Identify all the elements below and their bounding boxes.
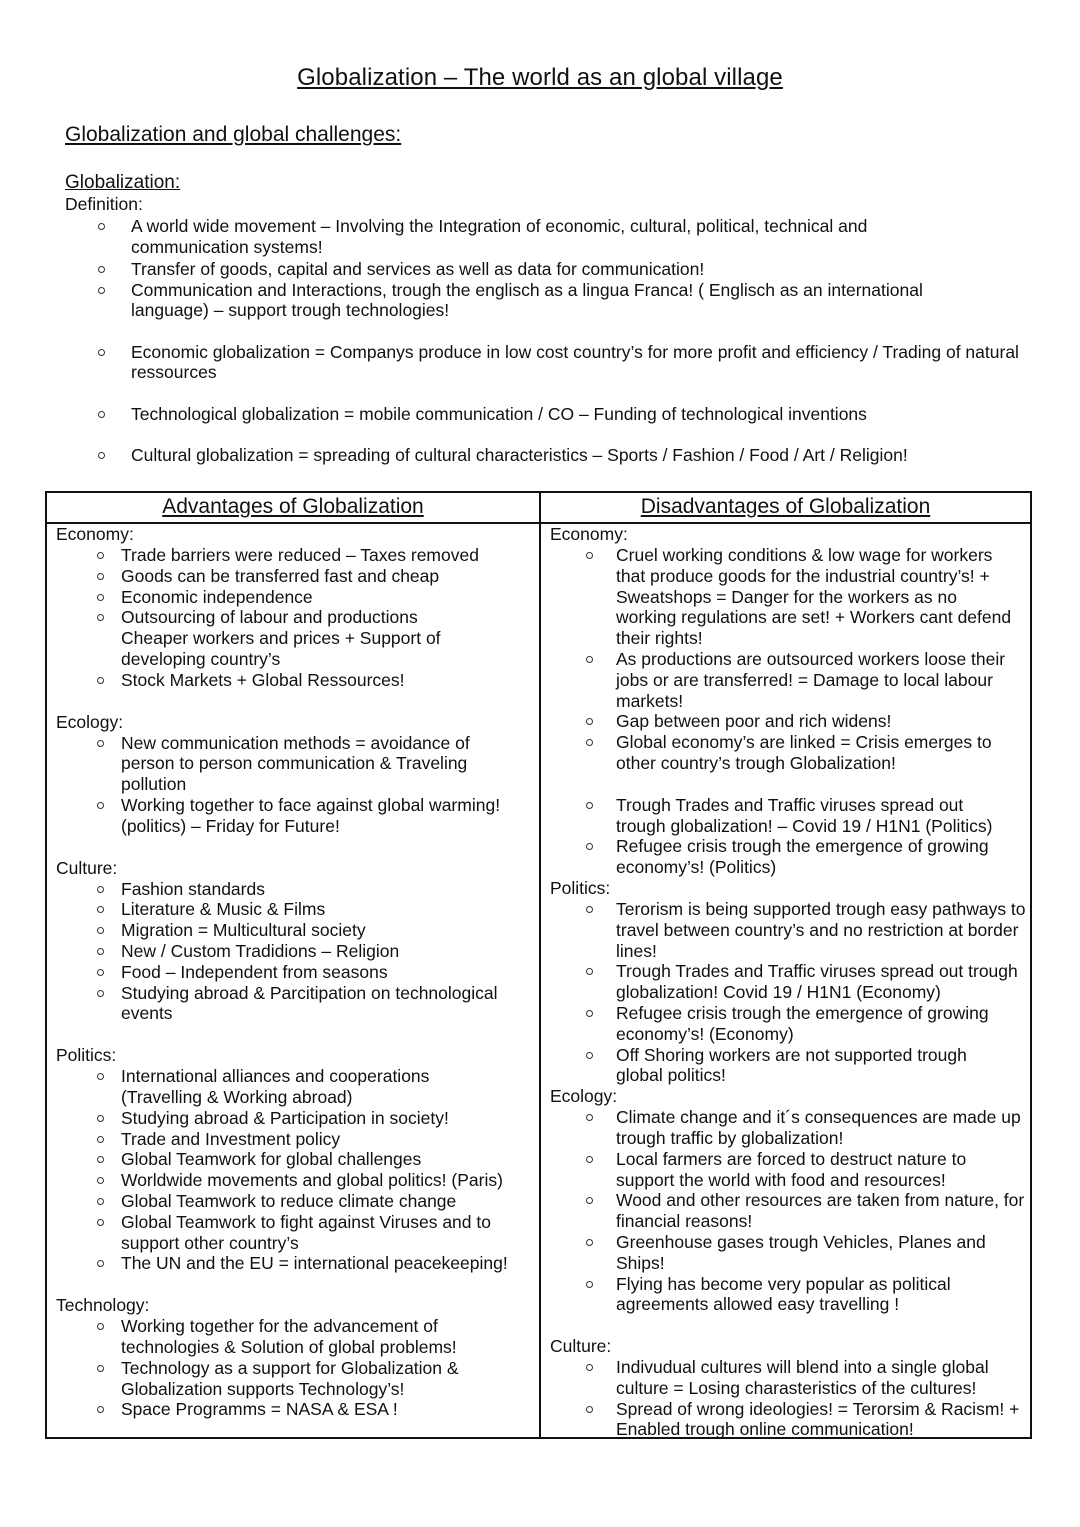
list-item: Cruel working conditions & low wage for workers that produce goods for the industrial country’s! + Sweatshops = Danger for the workers as no working regulations are set! + Workers cant defend their rights! <box>550 545 1016 649</box>
bullet-circle-icon <box>97 1115 104 1122</box>
comparison-table <box>45 491 1032 1439</box>
category-list <box>56 733 536 837</box>
definition-label: Definition: <box>65 194 143 214</box>
list-item: Refugee crisis trough the emergence of growing economy’s! (Economy) <box>550 1003 1016 1045</box>
list-item: Flying has become very popular as political agreements allowed easy travelling ! <box>550 1274 976 1316</box>
category-list <box>56 1066 536 1274</box>
bullet-circle-icon <box>97 1406 104 1413</box>
list-item: Food – Independent from seasons <box>56 962 536 983</box>
category-list <box>56 1316 536 1420</box>
list-item: Trade barriers were reduced – Taxes removed <box>56 545 536 566</box>
list-item: Greenhouse gases trough Vehicles, Planes and Ships! <box>550 1232 1016 1274</box>
list-item: Terorism is being supported trough easy pathways to travel between country’s and no restriction at border lines! <box>550 899 1031 961</box>
category-heading: Ecology: <box>550 1086 618 1107</box>
definition-item: Cultural globalization = spreading of cultural characteristics – Sports / Fashion / Food / Art / Religion! <box>92 445 1022 466</box>
bullet-circle-icon <box>98 287 105 294</box>
bullet-circle-icon <box>97 802 104 809</box>
page-title: Globalization – The world as an global village <box>297 64 783 91</box>
list-item: Migration = Multicultural society <box>56 920 536 941</box>
bullet-circle-icon <box>97 1198 104 1205</box>
bullet-circle-icon <box>586 1010 593 1017</box>
bullet-circle-icon <box>586 1197 593 1204</box>
list-item: New / Custom Tradidions – Religion <box>56 941 536 962</box>
bullet-circle-icon <box>97 886 104 893</box>
list-item: Space Programms = NASA & ESA ! <box>56 1399 536 1420</box>
definition-item: A world wide movement – Involving the Integration of economic, cultural, political, technical and communication systems! <box>92 216 921 257</box>
list-item: As productions are outsourced workers loose their jobs or are transferred! = Damage to local labour markets! <box>550 649 1024 711</box>
list-item: Trade and Investment policy <box>56 1129 536 1150</box>
bullet-circle-icon <box>98 452 105 459</box>
column-divider <box>539 493 541 1437</box>
list-item: Goods can be transferred fast and cheap <box>56 566 536 587</box>
list-item: Studying abroad & Participation in society! <box>56 1108 536 1129</box>
bullet-circle-icon <box>586 739 593 746</box>
bullet-circle-icon <box>586 1114 593 1121</box>
bullet-circle-icon <box>97 677 104 684</box>
list-item: Local farmers are forced to destruct nature to support the world with food and resources! <box>550 1149 996 1191</box>
category-list <box>550 545 1030 878</box>
definition-item: Technological globalization = mobile communication / CO – Funding of technological inventions <box>92 404 1022 425</box>
list-item: Working together to face against global warming! (politics) – Friday for Future! <box>56 795 531 837</box>
disadvantages-heading: Disadvantages of Globalization <box>541 493 1030 524</box>
bullet-circle-icon <box>97 573 104 580</box>
disadvantages-column <box>550 524 1030 1440</box>
bullet-circle-icon <box>97 948 104 955</box>
bullet-circle-icon <box>97 552 104 559</box>
bullet-circle-icon <box>586 1156 593 1163</box>
bullet-circle-icon <box>97 1323 104 1330</box>
list-item: Refugee crisis trough the emergence of growing economy’s! (Politics) <box>550 836 1016 878</box>
bullet-circle-icon <box>586 802 593 809</box>
list-item: New communication methods = avoidance of person to person communication & Traveling pollution <box>56 733 496 795</box>
bullet-circle-icon <box>97 990 104 997</box>
definition-list <box>92 216 1022 466</box>
bullet-circle-icon <box>586 906 593 913</box>
bullet-circle-icon <box>586 656 593 663</box>
list-item: Working together for the advancement of technologies & Solution of global problems! <box>56 1316 501 1358</box>
category-list <box>550 1357 1030 1440</box>
subsection-title: Globalization: <box>65 172 181 193</box>
list-item: Global Teamwork to fight against Viruses and to support other country’s <box>56 1212 531 1254</box>
list-item: Fashion standards <box>56 879 536 900</box>
list-item: Stock Markets + Global Ressources! <box>56 670 536 691</box>
list-item: Economic independence <box>56 587 536 608</box>
category-heading: Culture: <box>550 1336 612 1357</box>
list-item: Gap between poor and rich widens! <box>550 711 1030 732</box>
definition-item: Transfer of goods, capital and services as well as data for communication! <box>92 259 1022 280</box>
bullet-circle-icon <box>97 927 104 934</box>
list-item: Spread of wrong ideologies! = Terorsim & Racism! + Enabled trough online communication! <box>550 1399 1036 1441</box>
bullet-circle-icon <box>586 1052 593 1059</box>
list-item: Literature & Music & Films <box>56 899 536 920</box>
bullet-circle-icon <box>97 969 104 976</box>
bullet-circle-icon <box>97 1365 104 1372</box>
bullet-circle-icon <box>97 1219 104 1226</box>
category-heading: Economy: <box>550 524 628 544</box>
bullet-circle-icon <box>97 1177 104 1184</box>
list-item: International alliances and cooperations (Travelling & Working abroad) <box>56 1066 481 1108</box>
category-heading: Economy: <box>56 524 134 544</box>
bullet-circle-icon <box>98 411 105 418</box>
bullet-circle-icon <box>586 1364 593 1371</box>
bullet-circle-icon <box>97 740 104 747</box>
bullet-circle-icon <box>98 266 105 273</box>
bullet-circle-icon <box>586 843 593 850</box>
category-heading: Culture: <box>56 857 118 878</box>
definition-item: Economic globalization = Companys produce in low cost country’s for more profit and efficiency / Trading of natural ressources <box>92 342 1021 383</box>
list-item: Worldwide movements and global politics! (Paris) <box>56 1170 536 1191</box>
bullet-circle-icon <box>97 594 104 601</box>
list-item: Trough Trades and Traffic viruses spread out trough globalization! – Covid 19 / H1N1 (Politics) <box>550 795 1016 837</box>
list-item: Climate change and it´s consequences are made up trough traffic by globalization! <box>550 1107 1021 1149</box>
bullet-circle-icon <box>586 552 593 559</box>
list-item: Global Teamwork for global challenges <box>56 1149 536 1170</box>
list-item: Technology as a support for Globalization & Globalization supports Technology’s! <box>56 1358 501 1400</box>
bullet-circle-icon <box>586 1406 593 1413</box>
bullet-circle-icon <box>97 1073 104 1080</box>
bullet-circle-icon <box>586 1281 593 1288</box>
category-heading: Ecology: <box>56 711 124 732</box>
list-item: Indivudual cultures will blend into a single global culture = Losing charasteristics of the cultures! <box>550 1357 1016 1399</box>
bullet-circle-icon <box>586 718 593 725</box>
bullet-circle-icon <box>97 614 104 621</box>
category-heading: Politics: <box>56 1045 117 1066</box>
category-heading: Politics: <box>550 877 611 898</box>
bullet-circle-icon <box>97 1136 104 1143</box>
list-item: Studying abroad & Parcitipation on technological events <box>56 983 541 1025</box>
category-list <box>56 879 536 1025</box>
bullet-circle-icon <box>98 349 105 356</box>
list-item: Trough Trades and Traffic viruses spread out trough globalization! Covid 19 / H1N1 (Economy) <box>550 961 1031 1003</box>
bullet-circle-icon <box>98 223 105 230</box>
section-title: Globalization and global challenges: <box>65 123 402 146</box>
advantages-column <box>56 524 536 1420</box>
bullet-circle-icon <box>97 906 104 913</box>
list-item: The UN and the EU = international peacekeeping! <box>56 1253 536 1274</box>
bullet-circle-icon <box>586 968 593 975</box>
advantages-heading: Advantages of Globalization <box>47 493 539 524</box>
category-heading: Technology: <box>56 1295 150 1316</box>
bullet-circle-icon <box>97 1156 104 1163</box>
bullet-circle-icon <box>97 1260 104 1267</box>
category-list <box>550 899 1030 1086</box>
list-item: Off Shoring workers are not supported trough global politics! <box>550 1045 1006 1087</box>
list-item: Global economy’s are linked = Crisis emerges to other country’s trough Globalization! <box>550 732 1016 774</box>
category-list <box>56 545 536 691</box>
list-item: Wood and other resources are taken from nature, for financial reasons! <box>550 1190 1026 1232</box>
definition-item: Communication and Interactions, trough the englisch as a lingua Franca! ( Englisch as an international language) – support trough technologies! <box>92 280 991 321</box>
bullet-circle-icon <box>586 1239 593 1246</box>
list-item: Outsourcing of labour and productions Cheaper workers and prices + Support of developing country’s <box>56 607 461 669</box>
category-list <box>550 1107 1030 1315</box>
list-item: Global Teamwork to reduce climate change <box>56 1191 536 1212</box>
